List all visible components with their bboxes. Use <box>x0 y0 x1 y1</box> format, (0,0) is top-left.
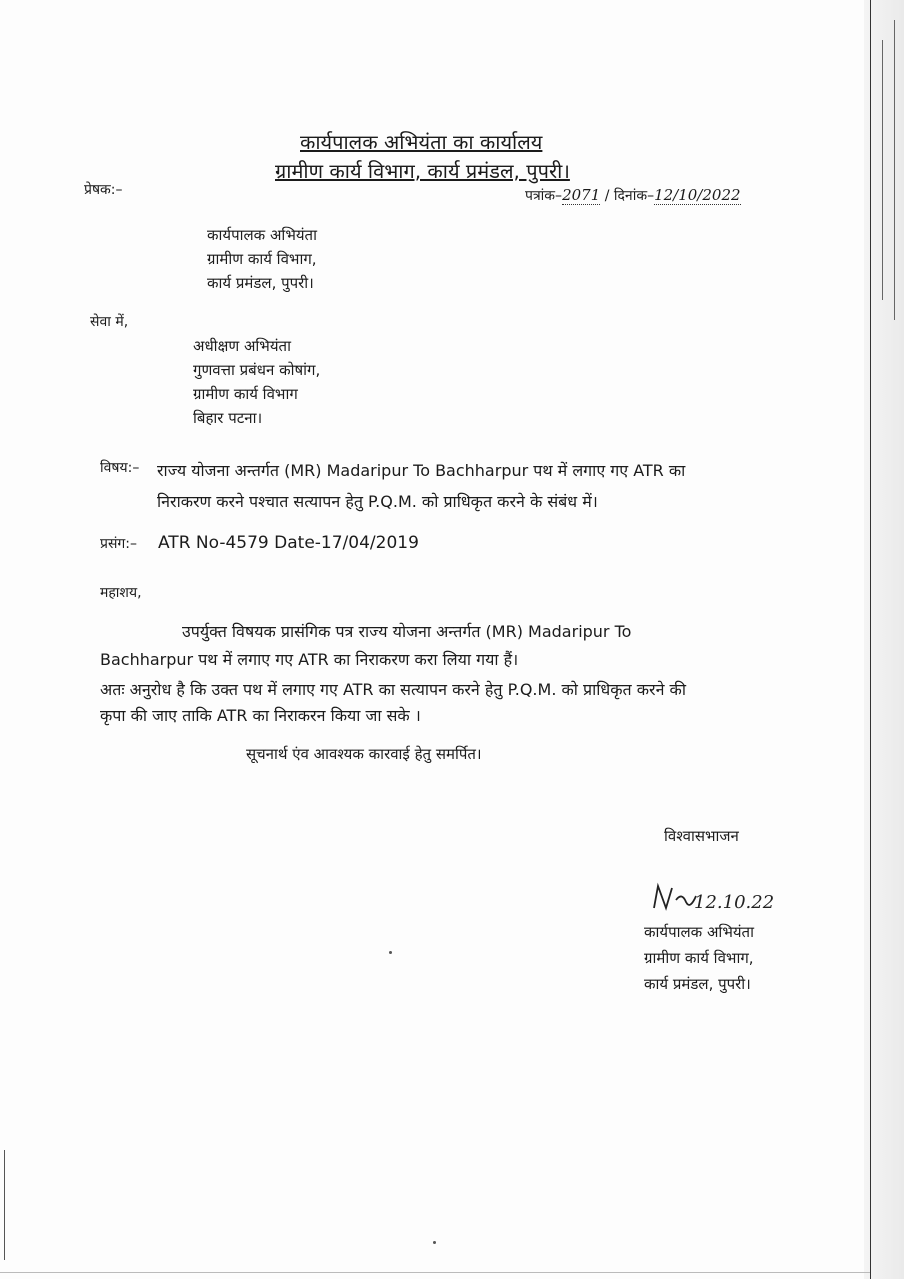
letterhead-title: कार्यपालक अभियंता का कार्यालय <box>300 130 543 154</box>
edge-mark <box>882 40 883 300</box>
body-line: Bachharpur पथ में लगाए गए ATR का निराकरण करा लिया गया हैं। <box>100 650 519 669</box>
edge-mark <box>894 20 895 320</box>
recipient-line: अधीक्षण अभियंता <box>193 337 291 355</box>
body-line: उपर्युक्त विषयक प्रासंगिक पत्र राज्य योजना अन्तर्गत (MR) Madaripur To <box>182 622 632 641</box>
dinank-value: 12/10/2022 <box>654 186 741 204</box>
signature-image <box>650 878 780 918</box>
sender-line: ग्रामीण कार्य विभाग, <box>207 250 317 268</box>
recipient-line: गुणवत्ता प्रबंधन कोषांग, <box>193 361 321 379</box>
patrank-value: 2071 <box>562 186 601 204</box>
edge-mark <box>4 1150 5 1260</box>
reference-number <box>525 186 741 205</box>
scan-speck <box>433 1241 436 1244</box>
subject-line: निराकरण करने पश्चात सत्यापन हेतु P.Q.M. को प्राधिकृत करने के संबंध में। <box>157 492 598 511</box>
prasang-value: ATR No-4579 Date-17/04/2019 <box>158 533 419 553</box>
page-fold-line <box>870 0 871 1279</box>
sender-label: प्रेषक:– <box>84 182 123 198</box>
page-bottom-edge <box>0 1272 870 1273</box>
body-line: कृपा की जाए ताकि ATR का निराकरन किया जा सके । <box>100 706 421 725</box>
sender-line: कार्यपालक अभियंता <box>207 226 317 244</box>
signature-line: ग्रामीण कार्य विभाग, <box>644 949 754 967</box>
subject-label: विषय:– <box>100 460 140 476</box>
recipient-line: ग्रामीण कार्य विभाग <box>193 385 298 403</box>
recipient-label: सेवा में, <box>90 314 129 330</box>
signature-date: 12.10.22 <box>694 892 775 913</box>
recipient-line: बिहार पटना। <box>193 409 263 427</box>
patrank-label: पत्रांक– <box>525 188 563 204</box>
salutation: महाशय, <box>100 585 142 601</box>
signoff: विश्वासभाजन <box>664 827 739 845</box>
subject-line: राज्य योजना अन्तर्गत (MR) Madaripur To Bachharpur पथ में लगाए गए ATR का <box>157 461 686 480</box>
scan-speck <box>389 951 392 954</box>
body-line: अतः अनुरोध है कि उक्त पथ में लगाए गए ATR का सत्यापन करने हेतु P.Q.M. को प्राधिकृत करने की <box>100 680 686 699</box>
sender-line: कार्य प्रमंडल, पुपरी। <box>207 274 314 292</box>
closing-note: सूचनार्थ एंव आवश्यक कारवाई हेतु समर्पित। <box>246 745 482 763</box>
signature-line: कार्यपालक अभियंता <box>644 923 754 941</box>
signature-line: कार्य प्रमंडल, पुपरी। <box>644 975 751 993</box>
dinank-label: / दिनांक– <box>604 188 655 204</box>
letterhead-subtitle: ग्रामीण कार्य विभाग, कार्य प्रमंडल, पुपरी। <box>275 159 570 183</box>
prasang-label: प्रसंग:– <box>100 536 138 552</box>
